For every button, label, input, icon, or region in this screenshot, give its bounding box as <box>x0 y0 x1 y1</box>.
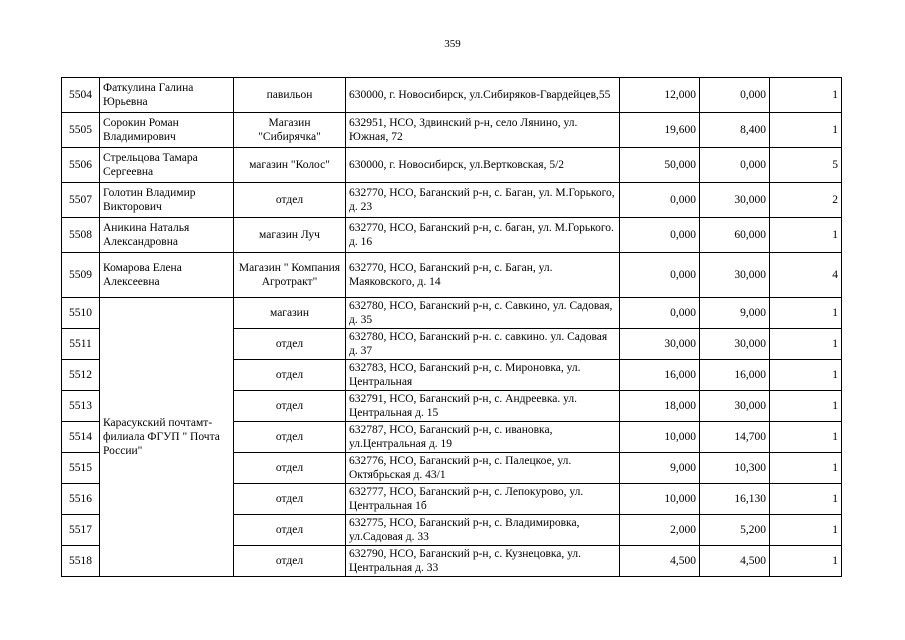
value-1: 4,500 <box>620 546 700 577</box>
table-row <box>62 148 842 183</box>
table-row <box>62 183 842 218</box>
merged-owner-label: Карасукский почтамт- филиала ФГУП " Почта России" <box>103 417 220 457</box>
value-1: 0,000 <box>620 183 700 218</box>
value-2: 0,000 <box>700 148 770 183</box>
object-address: 632770, НСО, Баганский р-н, с. Баган, ул. Маяковского, д. 14 <box>346 253 620 298</box>
value-2: 30,000 <box>700 183 770 218</box>
count: 1 <box>770 453 842 484</box>
row-number: 5515 <box>62 453 100 484</box>
object-address: 632791, НСО, Баганский р-н, с. Андреевка. ул. Центральная д. 15 <box>346 391 620 422</box>
value-1: 2,000 <box>620 515 700 546</box>
object-type: Магазин " Компания Агротракт" <box>234 253 346 298</box>
object-type: отдел <box>234 484 346 515</box>
count: 1 <box>770 329 842 360</box>
row-number: 5509 <box>62 253 100 298</box>
value-1: 18,000 <box>620 391 700 422</box>
object-address: 630000, г. Новосибирск, ул.Сибиряков-Гвардейцев,55 <box>346 78 620 113</box>
count: 1 <box>770 298 842 329</box>
row-number: 5510 <box>62 298 100 329</box>
object-type: отдел <box>234 391 346 422</box>
object-type: Магазин "Сибирячка" <box>234 113 346 148</box>
value-1: 12,000 <box>620 78 700 113</box>
page-number: 359 <box>444 38 461 50</box>
value-1: 10,000 <box>620 422 700 453</box>
object-address: 632776, НСО, Баганский р-н, с. Палецкое, ул. Октябрьская д. 43/1 <box>346 453 620 484</box>
row-number: 5513 <box>62 391 100 422</box>
object-address: 632780, НСО, Баганский р-н. с. савкино. ул. Садовая д. 37 <box>346 329 620 360</box>
object-address: 632770, НСО, Баганский р-н, с. Баган, ул. М.Горького, д. 23 <box>346 183 620 218</box>
row-number: 5512 <box>62 360 100 391</box>
object-type: отдел <box>234 422 346 453</box>
registry-table <box>61 77 842 577</box>
table-row <box>62 218 842 253</box>
object-type: павильон <box>234 78 346 113</box>
value-1: 30,000 <box>620 329 700 360</box>
owner-name: Комарова Елена Алексеевна <box>100 253 234 298</box>
value-2: 60,000 <box>700 218 770 253</box>
owner-name: Аникина Наталья Александровна <box>100 218 234 253</box>
value-2: 5,200 <box>700 515 770 546</box>
object-type: отдел <box>234 546 346 577</box>
count: 1 <box>770 360 842 391</box>
owner-name: Стрельцова Тамара Сергеевна <box>100 148 234 183</box>
value-1: 0,000 <box>620 218 700 253</box>
owner-name: Голотин Владимир Викторович <box>100 183 234 218</box>
count: 1 <box>770 78 842 113</box>
object-address: 632783, НСО, Баганский р-н, с. Мироновка, ул. Центральная <box>346 360 620 391</box>
object-type: отдел <box>234 329 346 360</box>
value-2: 0,000 <box>700 78 770 113</box>
value-1: 16,000 <box>620 360 700 391</box>
object-type: отдел <box>234 183 346 218</box>
count: 2 <box>770 183 842 218</box>
row-number: 5506 <box>62 148 100 183</box>
table-row <box>62 78 842 113</box>
row-number: 5507 <box>62 183 100 218</box>
value-2: 8,400 <box>700 113 770 148</box>
value-2: 10,300 <box>700 453 770 484</box>
value-2: 16,000 <box>700 360 770 391</box>
value-2: 14,700 <box>700 422 770 453</box>
object-address: 630000, г. Новосибирск, ул.Вертковская, 5/2 <box>346 148 620 183</box>
owner-name: Сорокин Роман Владимирович <box>100 113 234 148</box>
object-type: отдел <box>234 360 346 391</box>
value-2: 9,000 <box>700 298 770 329</box>
row-number: 5505 <box>62 113 100 148</box>
value-2: 30,000 <box>700 391 770 422</box>
count: 1 <box>770 515 842 546</box>
object-address: 632951, НСО, Здвинский р-н, село Лянино, ул. Южная, 72 <box>346 113 620 148</box>
row-number: 5508 <box>62 218 100 253</box>
object-type: магазин Луч <box>234 218 346 253</box>
object-type: магазин <box>234 298 346 329</box>
object-address: 632777, НСО, Баганский р-н, с. Лепокурово, ул. Центральная 1б <box>346 484 620 515</box>
object-address: 632775, НСО, Баганский р-н, с. Владимировка, ул.Садовая д. 33 <box>346 515 620 546</box>
object-type: магазин "Колос" <box>234 148 346 183</box>
row-number: 5514 <box>62 422 100 453</box>
count: 1 <box>770 546 842 577</box>
object-address: 632787, НСО, Баганский р-н, с. ивановка, ул.Центральная д. 19 <box>346 422 620 453</box>
object-address: 632770, НСО, Баганский р-н, с. баган, ул. М.Горького. д. 16 <box>346 218 620 253</box>
object-address: 632790, НСО, Баганский р-н, с. Кузнецовка, ул. Центральная д. 33 <box>346 546 620 577</box>
value-1: 50,000 <box>620 148 700 183</box>
object-type: отдел <box>234 453 346 484</box>
object-address: 632780, НСО, Баганский р-н, с. Савкино, ул. Садовая, д. 35 <box>346 298 620 329</box>
row-number: 5518 <box>62 546 100 577</box>
count: 4 <box>770 253 842 298</box>
table-row <box>62 298 842 329</box>
table-row <box>62 253 842 298</box>
row-number: 5504 <box>62 78 100 113</box>
value-2: 30,000 <box>700 329 770 360</box>
row-number: 5517 <box>62 515 100 546</box>
owner-name: Фаткулина Галина Юрьевна <box>100 78 234 113</box>
value-1: 0,000 <box>620 253 700 298</box>
value-1: 0,000 <box>620 298 700 329</box>
count: 5 <box>770 148 842 183</box>
count: 1 <box>770 422 842 453</box>
count: 1 <box>770 391 842 422</box>
value-2: 16,130 <box>700 484 770 515</box>
count: 1 <box>770 218 842 253</box>
value-2: 4,500 <box>700 546 770 577</box>
row-number: 5516 <box>62 484 100 515</box>
value-1: 9,000 <box>620 453 700 484</box>
object-type: отдел <box>234 515 346 546</box>
owner-name-merged <box>100 298 234 577</box>
value-1: 10,000 <box>620 484 700 515</box>
value-1: 19,600 <box>620 113 700 148</box>
table-row <box>62 113 842 148</box>
count: 1 <box>770 484 842 515</box>
row-number: 5511 <box>62 329 100 360</box>
value-2: 30,000 <box>700 253 770 298</box>
count: 1 <box>770 113 842 148</box>
